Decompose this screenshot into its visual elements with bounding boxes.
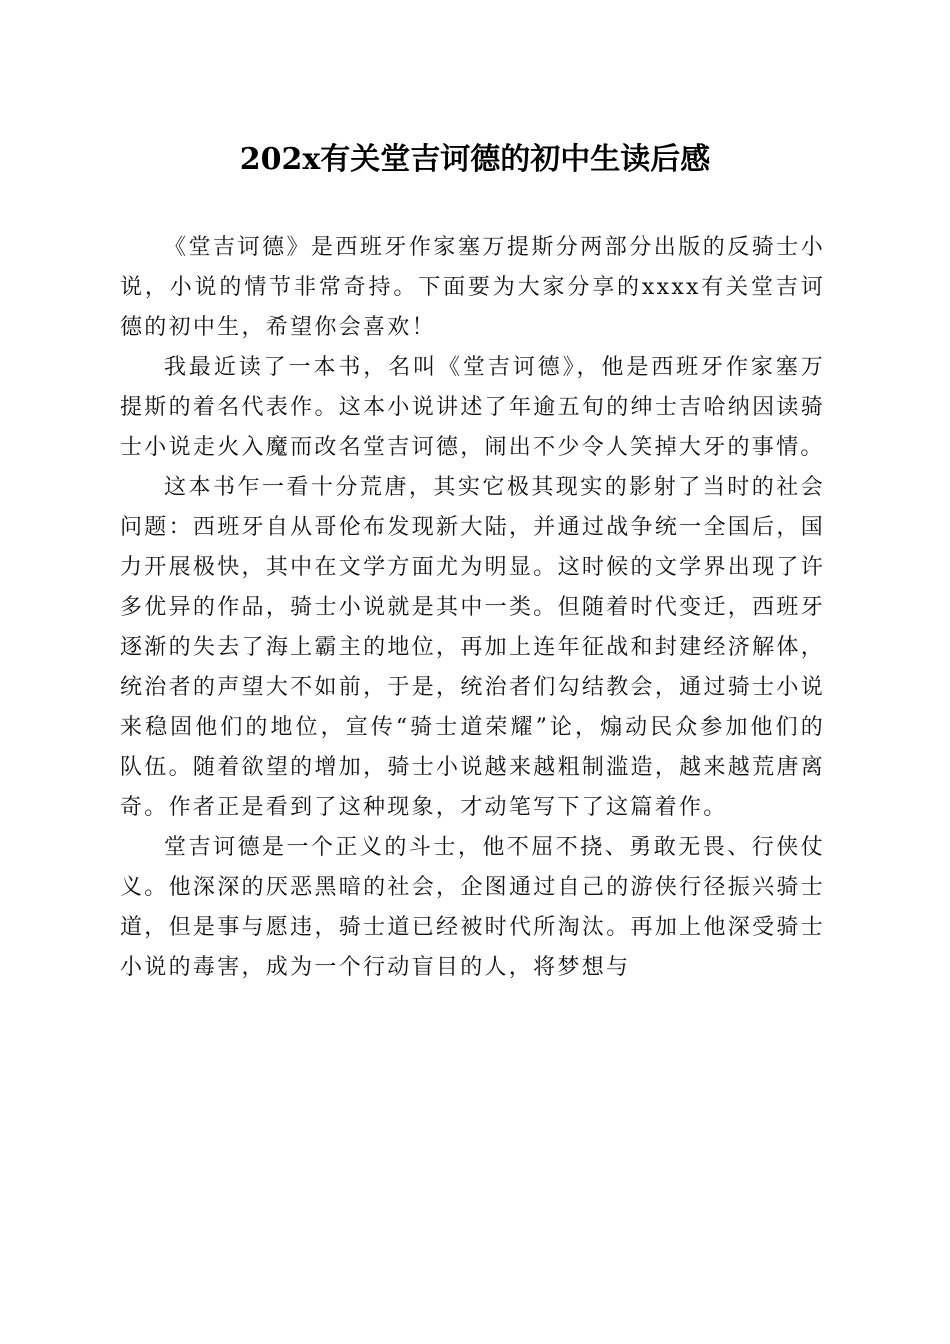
document-title: 202x有关堂吉诃德的初中生读后感 bbox=[239, 142, 711, 177]
paragraph-3: 堂吉诃德是一个正义的斗士，他不屈不挠、勇敢无畏、行侠仗义。他深深的厌恶黑暗的社会，企图通过自己的游侠行径振兴骑士道，但是事与愿违，骑士道已经被时代所淘汰。再加上他深受骑士小说的毒害，成为一个行动盲目的人，将梦想与 bbox=[120, 835, 825, 980]
paragraph-1: 我最近读了一本书，名叫《堂吉诃德》，他是西班牙作家塞万提斯的着名代表作。这本小说讲述了年逾五旬的绅士吉哈纳因读骑士小说走火入魔而改名堂吉诃德，闹出不少令人笑掉大牙的事情。 bbox=[120, 355, 825, 460]
document-body bbox=[120, 228, 825, 988]
paragraph-2: 这本书乍一看十分荒唐，其实它极其现实的影射了当时的社会问题：西班牙自从哥伦布发现新大陆，并通过战争统一全国后，国力开展极快，其中在文学方面尤为明显。这时候的文学界出现了许多优异的作品，骑士小说就是其中一类。但随着时代变迁，西班牙逐渐的失去了海上霸主的地位，再加上连年征战和封建经济解体，统治者的声望大不如前，于是，统治者们勾结教会，通过骑士小说来稳固他们的地位，宣传“骑士道荣耀”论，煽动民众参加他们的队伍。随着欲望的增加，骑士小说越来越粗制滥造，越来越荒唐离奇。作者正是看到了这种现象，才动笔写下了这篇着作。 bbox=[120, 475, 825, 820]
paragraph-intro: 《堂吉诃德》是西班牙作家塞万提斯分两部分出版的反骑士小说，小说的情节非常奇持。下面要为大家分享的xxxx有关堂吉诃德的初中生，希望你会喜欢！ bbox=[120, 235, 825, 340]
